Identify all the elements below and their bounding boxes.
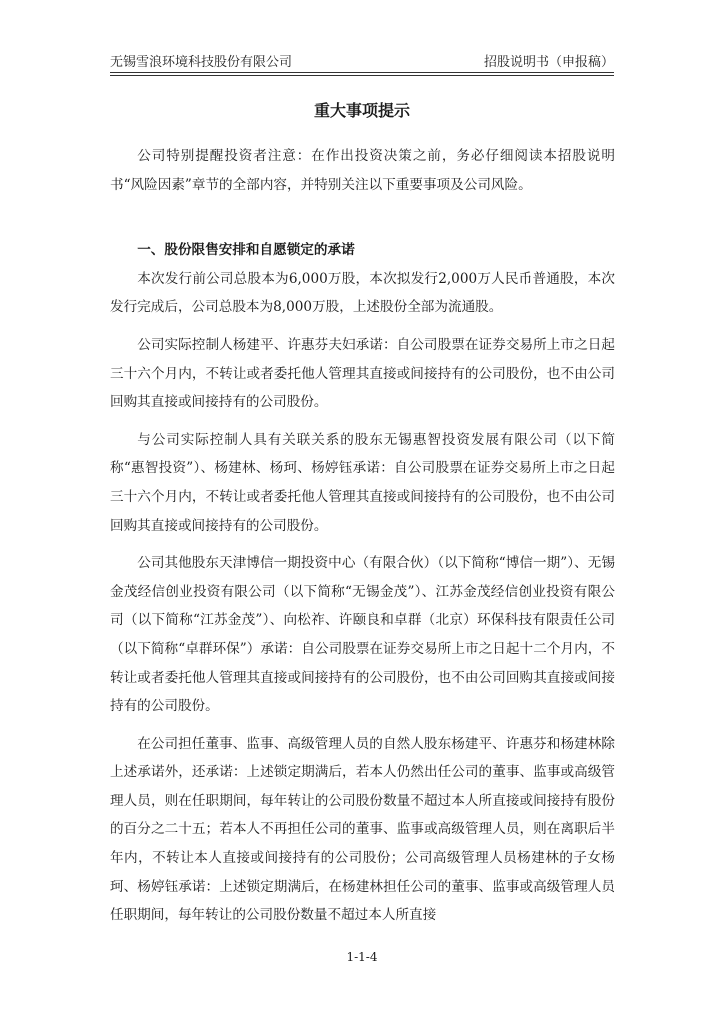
body-paragraph: 在公司担任董事、监事、高级管理人员的自然人股东杨建平、许惠芬和杨建林除上述承诺外，还承诺：上述锁定期满后，若本人仍然出任公司的董事、监事或高级管理人员，则在任职期间，每年转让的公司股份数量不超过本人所直接或间接持有股份的百分之二十五；若本人不再担任公司的董事、监事或高级管理人员，则在离职后半年内，不转让本人直接或间接持有的公司股份；公司高级管理人员杨建林的子女杨珂、杨婷钰承诺：上述锁定期满后，在杨建林担任公司的董事、监事或高级管理人员任职期间，每年转让的公司股份数量不超过本人所直接: [110, 735, 615, 924]
body-paragraph: 与公司实际控制人具有关联关系的股东无锡惠智投资发展有限公司（以下简称“惠智投资”）、杨建林、杨珂、杨婷钰承诺：自公司股票在证券交易所上市之日起三十六个月内，不转让或者委托他人管理其直接或间接持有的公司股份，也不由公司回购其直接或间接持有的公司股份。: [110, 431, 615, 534]
document-body: [110, 142, 615, 930]
intro-paragraph: 公司特别提醒投资者注意：在作出投资决策之前，务必仔细阅读本招股说明书“风险因素”章节的全部内容，并特别关注以下重要事项及公司风险。: [110, 148, 615, 193]
page-header: [110, 50, 614, 70]
body-paragraph: 公司其他股东天津博信一期投资中心（有限合伙）（以下简称“博信一期”）、无锡金茂经信创业投资有限公司（以下简称“无锡金茂”）、江苏金茂经信创业投资有限公司（以下简称“江苏金茂”）、向松祚、许颐良和卓群（北京）环保科技有限责任公司（以下简称“卓群环保”）承诺：自公司股票在证券交易所上市之日起十二个月内，不转让或者委托他人管理其直接或间接持有的公司股份，也不由公司回购其直接或间接持有的公司股份。: [110, 555, 615, 715]
header-document-type: 招股说明书（申报稿）: [483, 55, 614, 70]
section-heading: 一、股份限售安排和自愿锁定的承诺: [137, 242, 355, 259]
header-rule: [110, 72, 614, 73]
header-company-name: 无锡雪浪环境科技股份有限公司: [110, 55, 293, 70]
page-title: 重大事项提示: [313, 101, 410, 120]
body-paragraph: 本次发行前公司总股本为6,000万股，本次拟发行2,000万人民币普通股，本次发行完成后，公司总股本为8,000万股，上述股份全部为流通股。: [110, 270, 615, 316]
body-paragraph: 公司实际控制人杨建平、许惠芬夫妇承诺：自公司股票在证券交易所上市之日起三十六个月内，不转让或者委托他人管理其直接或间接持有的公司股份，也不由公司回购其直接或间接持有的公司股份。: [110, 336, 615, 411]
header-rule-thin: [110, 75, 614, 76]
page-number: 1-1-4: [346, 950, 378, 964]
